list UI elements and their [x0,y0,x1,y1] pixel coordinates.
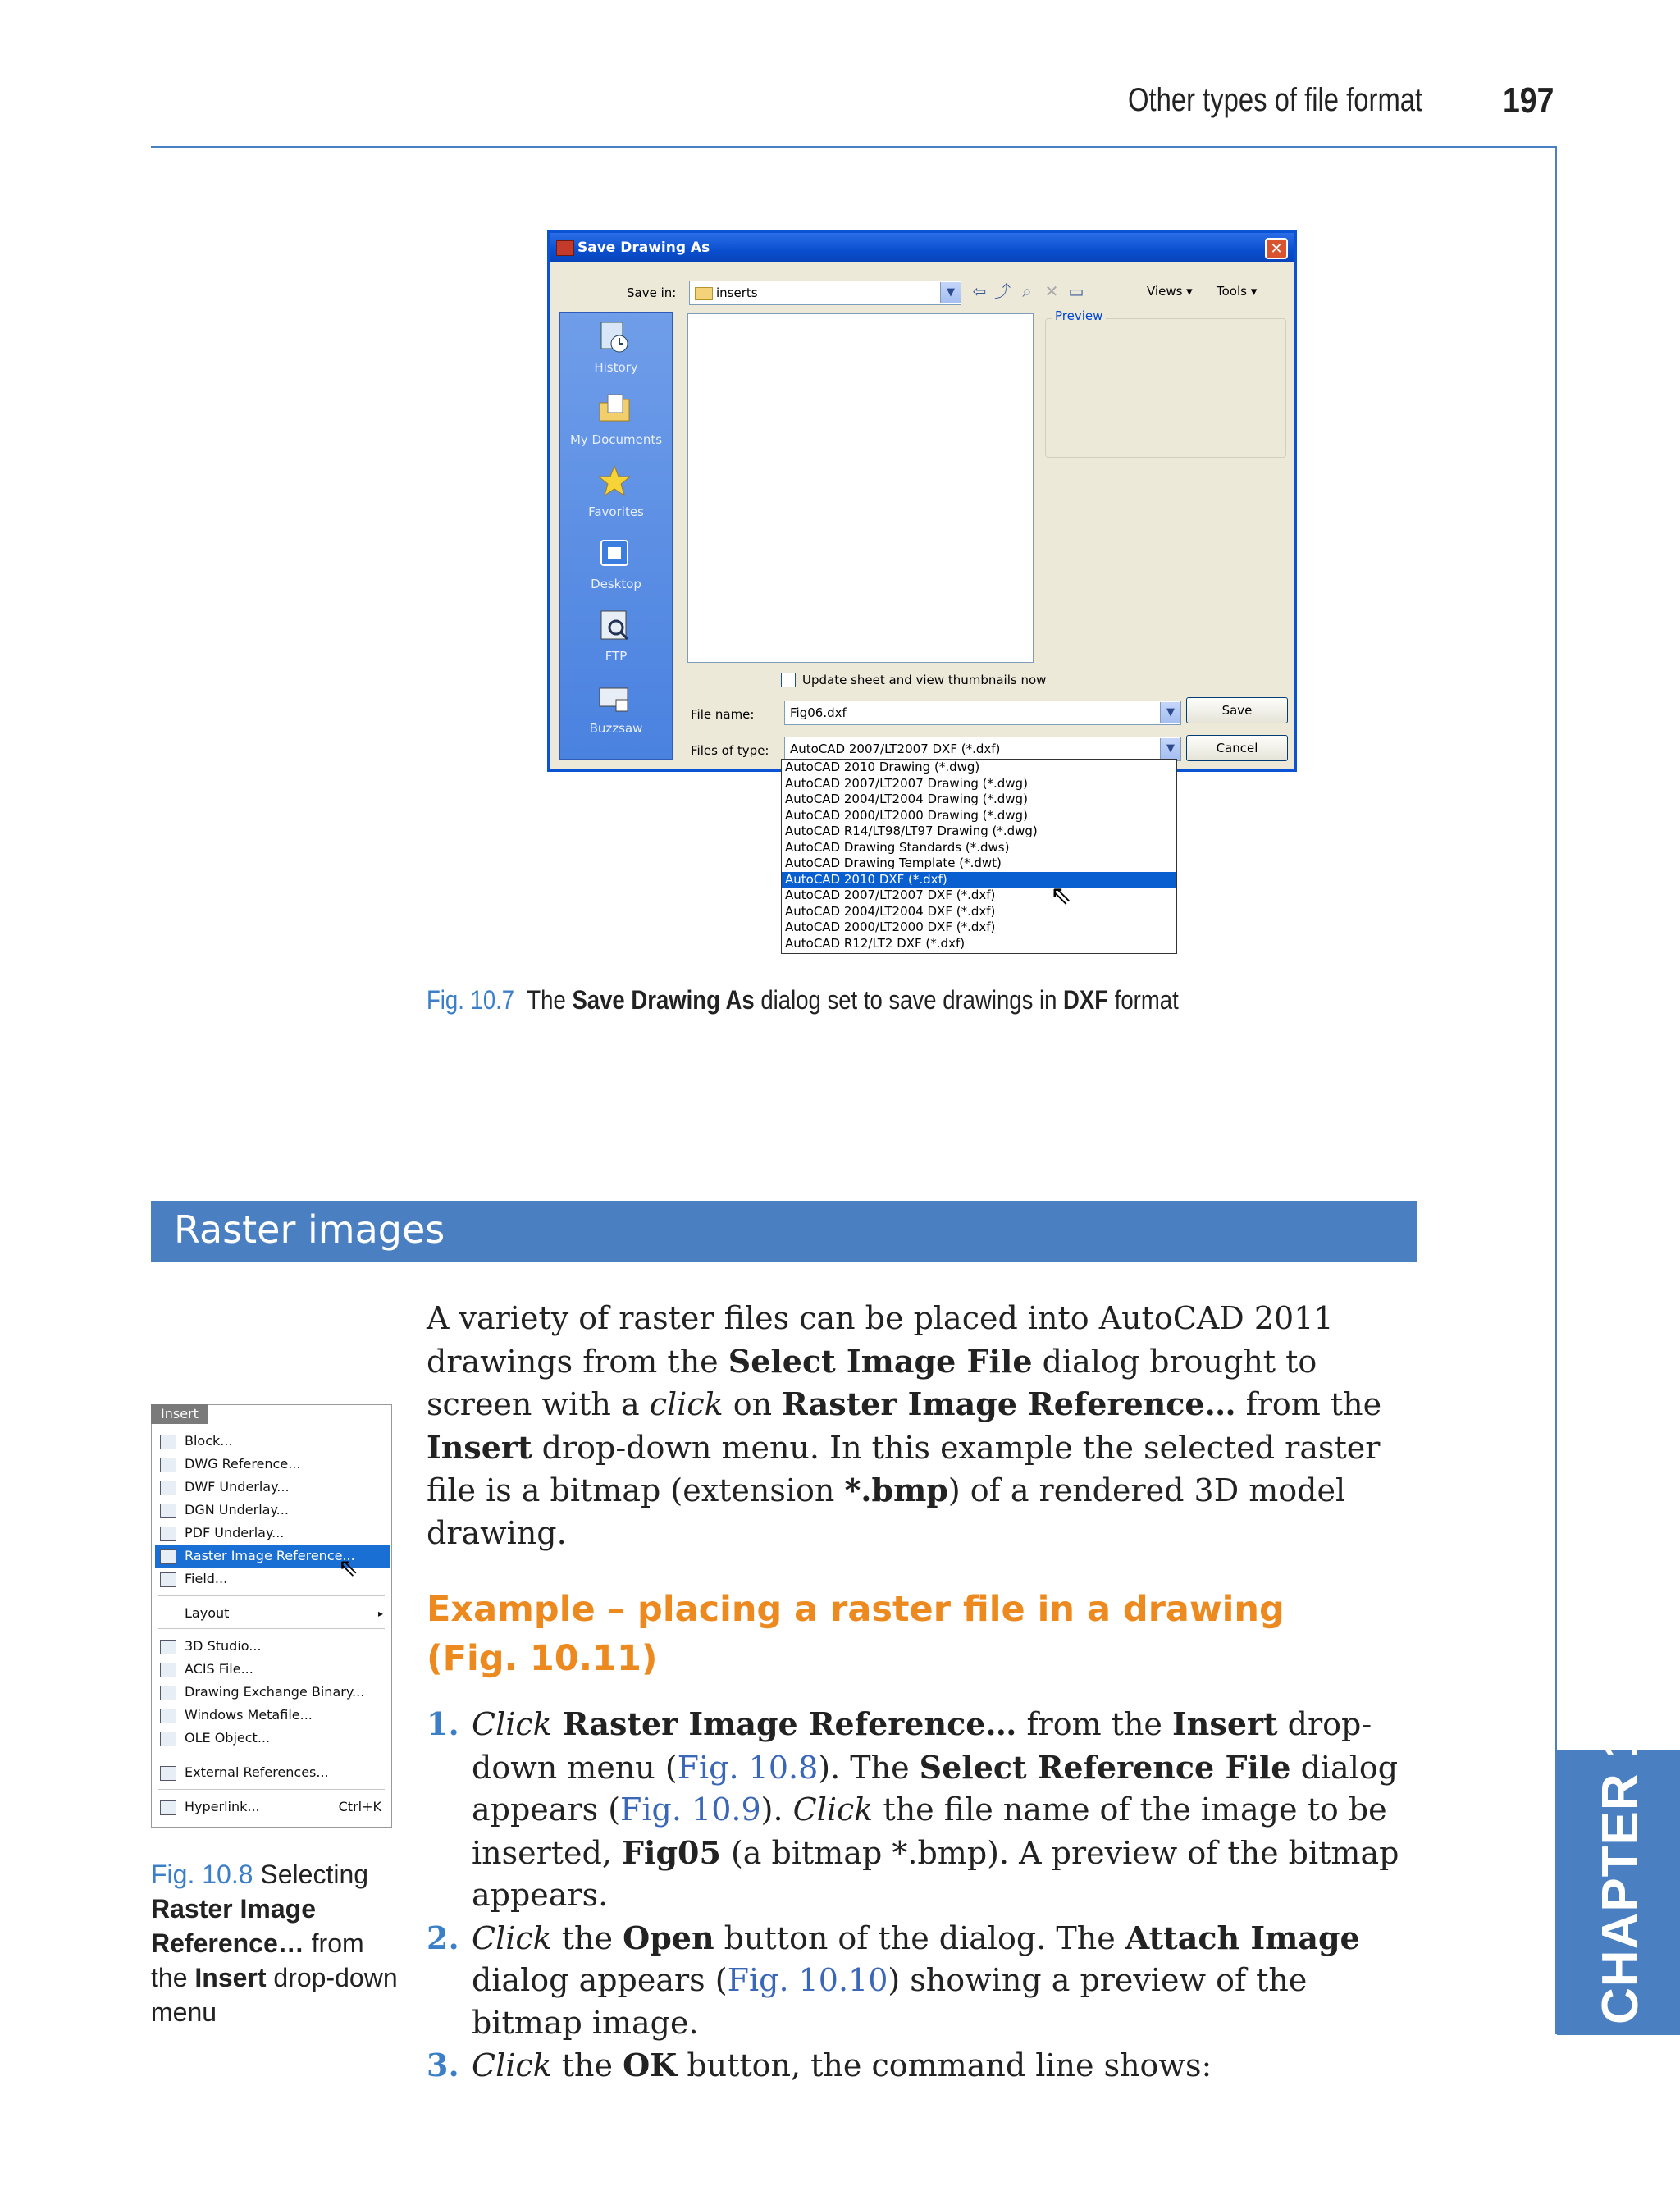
step-item [427,2044,1419,2088]
menu-item-label: OLE Object... [185,1730,271,1746]
text: button, the command line shows: [677,2047,1212,2083]
menu-item-block[interactable] [155,1430,390,1453]
menu-item-label: External References... [185,1764,329,1780]
folder-icon [695,287,713,300]
dwf-underlay-icon [160,1481,176,1495]
file-list[interactable] [687,313,1034,663]
bold-text: Select Reference File [919,1748,1291,1786]
text: (a bitmap *.bmp). A preview of the bitmap appears. [472,1834,1399,1913]
heading-line: (Fig. 10.11) [427,1638,658,1679]
menu-item-label: Field... [185,1571,228,1586]
save-in-combo[interactable] [689,281,961,305]
menu-item-3d-studio[interactable] [155,1635,390,1658]
cancel-button[interactable]: Cancel [1186,735,1288,761]
example-heading [427,1585,1329,1683]
dropdown-option[interactable]: AutoCAD Drawing Template (*.dwt) [785,856,1002,870]
my-documents-icon [596,391,632,427]
text: dialog brought to screen with a [427,1343,1317,1422]
place-label: History [594,360,638,375]
bold-text: Fig05 [622,1833,721,1871]
italic-text: Click [792,1791,874,1828]
back-icon[interactable]: ⇦ [972,281,987,301]
menu-item-dwg-reference[interactable] [155,1453,390,1476]
file-name-field[interactable] [784,701,1181,725]
views-menu[interactable]: Views ▾ [1147,284,1193,299]
menu-separator [158,1789,385,1790]
save-button[interactable]: Save [1186,697,1288,723]
menu-item-label: ACIS File... [185,1661,253,1677]
menu-item-dgn-underlay[interactable] [155,1499,390,1522]
shortcut-label: Ctrl+K [338,1799,381,1814]
step-number: 3. [427,2047,459,2083]
caption-text: The [527,985,573,1015]
caption-bold: Insert [194,1963,267,1992]
caption-text: from the [151,1928,364,1992]
search-web-icon[interactable]: ⌕ [1022,281,1032,301]
section-title: Raster images [174,1207,445,1252]
caption-bold: Raster Image Reference… [151,1894,316,1958]
new-folder-icon[interactable]: ▭ [1068,281,1084,301]
thumbnail-checkbox[interactable] [781,673,796,687]
autocad-icon [556,240,574,256]
figure-caption-10-8 [151,1857,405,2029]
bold-text: Raster Image Reference… [782,1385,1236,1422]
section-heading-bar [151,1201,1418,1262]
mouse-cursor-icon: ⇖ [338,1554,359,1582]
caption-text: format [1108,985,1179,1015]
menu-separator [158,1628,385,1629]
text: drop-down menu. In this example the selected raster file is a bitmap (extension [427,1429,1381,1508]
3d-studio-icon [160,1640,176,1654]
dgn-underlay-icon [160,1504,176,1518]
caption-bold: Save Drawing As [572,985,755,1015]
file-name-value: Fig06.dxf [790,705,847,720]
insert-dropdown-menu [151,1404,392,1828]
menu-item-label: PDF Underlay... [185,1525,285,1540]
delete-icon[interactable]: ✕ [1044,281,1059,301]
dropdown-option[interactable]: AutoCAD R12/LT2 DXF (*.dxf) [785,935,966,951]
preview-frame [1045,318,1286,458]
save-drawing-as-dialog [547,230,1297,772]
menu-item-hyperlink[interactable] [155,1796,390,1819]
place-desktop[interactable] [560,531,672,603]
heading-line: Example – placing a raster file in a drawing [427,1589,1285,1630]
italic-text: click [649,1386,724,1422]
bold-text: *.bmp [844,1472,948,1508]
place-label: Desktop [591,577,641,591]
dialog-titlebar[interactable] [550,233,1294,262]
dxb-icon [160,1686,176,1700]
menu-item-acis-file[interactable] [155,1658,390,1681]
history-icon [596,319,632,355]
header-rule [151,146,1557,148]
step-list [427,1703,1419,2088]
dropdown-option[interactable]: AutoCAD 2000/LT2000 Drawing (*.dwg) [785,807,1028,823]
desktop-icon [596,536,632,572]
save-in-label: Save in: [627,285,677,300]
text: on [723,1386,783,1422]
menu-item-label: DGN Underlay... [185,1502,289,1517]
page-number: 197 [1503,80,1554,121]
step-item [427,1703,1419,1917]
text: A variety of raster files can be placed into AutoCAD 2011 drawings from the [427,1300,1334,1380]
insert-menu-tab[interactable]: Insert [151,1404,208,1424]
chevron-down-icon[interactable]: ▼ [1160,702,1180,723]
acis-file-icon [160,1663,176,1677]
ole-object-icon [160,1732,176,1746]
menu-item-label: DWF Underlay... [185,1479,290,1495]
up-folder-icon[interactable]: ⤴ [994,281,1011,301]
dialog-title: Save Drawing As [578,240,710,256]
step-item [427,1917,1419,2045]
menu-item-windows-metafile[interactable] [155,1704,390,1727]
tools-menu[interactable]: Tools ▾ [1217,284,1258,299]
bold-text: Attach Image [1125,1919,1360,1956]
figure-number: Fig. 10.8 [151,1860,253,1889]
chapter-label: CHAPTER 10 [1592,1700,1649,2024]
menu-item-label: 3D Studio... [185,1638,262,1654]
field-icon [160,1572,176,1587]
figure-caption-10-7 [427,985,1179,1015]
files-of-type-select[interactable] [784,737,1181,761]
chevron-down-icon[interactable]: ▼ [1160,738,1180,760]
menu-item-label: Raster Image Reference... [185,1548,355,1563]
italic-text: Click [472,1706,552,1742]
bold-text: Insert [1172,1705,1278,1742]
files-of-type-label: Files of type: [691,743,769,758]
block-icon [160,1435,176,1449]
caption-text: dialog set to save drawings in [754,985,1064,1015]
place-label: Favorites [588,504,644,519]
pdf-underlay-icon [160,1527,176,1541]
text: dialog appears ( [472,1962,728,1998]
step-number: 1. [427,1705,459,1742]
chevron-down-icon[interactable]: ▼ [940,282,961,303]
text: the [551,1919,623,1956]
bold-text: Insert [427,1428,532,1466]
bold-text: Raster Image Reference… [551,1705,1017,1742]
italic-text: Click [472,1919,552,1956]
menu-item-dwf-underlay[interactable] [155,1476,390,1499]
menu-item-label: Windows Metafile... [185,1707,313,1723]
dropdown-option[interactable]: AutoCAD 2004/LT2004 Drawing (*.dwg) [785,792,1028,806]
step-number: 2. [427,1919,459,1956]
text: button of the dialog. The [714,1919,1125,1956]
italic-text: Click [472,2047,552,2083]
place-my-documents[interactable] [560,386,672,459]
menu-item-label: Block... [185,1433,233,1449]
thumbnail-checkbox-label: Update sheet and view thumbnails now [802,673,1047,687]
place-label: FTP [605,649,628,664]
buzzsaw-icon [596,680,632,716]
text: the [551,2047,623,2083]
ftp-icon [596,608,632,644]
caption-text: drop-down menu [151,1963,398,2027]
menu-item-label: Drawing Exchange Binary... [185,1684,365,1700]
file-name-label: File name: [691,707,755,722]
figure-link[interactable]: Fig. 10.9 [620,1791,761,1828]
place-ftp[interactable] [560,603,672,675]
dropdown-option[interactable]: AutoCAD 2007/LT2007 DXF (*.dxf) [785,888,996,902]
raster-image-icon [160,1549,176,1564]
dwg-reference-icon [160,1458,176,1472]
menu-item-label: Hyperlink... [185,1799,260,1814]
save-in-value: inserts [716,285,758,300]
dropdown-option[interactable]: AutoCAD 2004/LT2004 DXF (*.dxf) [785,903,996,919]
metafile-icon [160,1709,176,1723]
hyperlink-icon [160,1800,176,1815]
figure-link[interactable]: Fig. 10.10 [727,1962,888,1998]
place-favorites[interactable] [560,459,672,531]
dropdown-option[interactable]: AutoCAD R14/LT98/LT97 Drawing (*.dwg) [785,824,1038,838]
text: from the [1235,1386,1382,1422]
menu-item-label: DWG Reference... [185,1456,301,1472]
caption-bold: DXF [1063,985,1109,1015]
text: the file name of the image to be inserted, [472,1791,1387,1871]
menu-item-pdf-underlay[interactable] [155,1522,390,1545]
dropdown-option[interactable]: AutoCAD 2007/LT2007 Drawing (*.dwg) [785,775,1028,791]
place-label: Buzzsaw [589,721,643,736]
text: ). [760,1791,793,1828]
menu-item-ole-object[interactable] [155,1727,390,1750]
dropdown-option[interactable]: AutoCAD 2010 Drawing (*.dwg) [785,760,980,774]
bold-text: Select Image File [728,1342,1033,1380]
menu-item-drawing-exchange-binary[interactable] [155,1681,390,1704]
figure-link[interactable]: Fig. 10.8 [677,1749,819,1786]
text: ) of a rendered 3D model drawing. [427,1472,1346,1551]
figure-number: Fig. 10.7 [427,985,515,1015]
menu-item-label: Layout [185,1605,230,1621]
place-label: My Documents [569,432,663,447]
menu-item-layout[interactable] [155,1602,390,1625]
text: dialog appears ( [472,1749,1399,1828]
place-buzzsaw[interactable] [560,675,672,747]
files-of-type-dropdown [781,759,1177,954]
bold-text: OK [623,2047,678,2083]
bold-text: Open [623,1919,714,1956]
text: ). The [818,1749,920,1786]
places-bar [559,312,673,760]
dropdown-option[interactable]: AutoCAD Drawing Standards (*.dws) [785,839,1010,855]
text: drop-down menu ( [472,1706,1372,1786]
files-of-type-value: AutoCAD 2007/LT2007 DXF (*.dxf) [790,742,1001,756]
text: ) showing a preview of the bitmap image. [472,1962,1308,2041]
text: from the [1016,1706,1173,1742]
mouse-cursor-icon: ⇖ [1050,879,1072,910]
external-references-icon [160,1766,176,1781]
dropdown-option-selected[interactable]: AutoCAD 2010 DXF (*.dxf) [782,872,1176,888]
close-button[interactable]: ✕ [1265,238,1288,259]
body-paragraph [427,1298,1419,1554]
preview-label: Preview [1052,308,1106,323]
running-head: Other types of file format [1128,82,1423,118]
menu-item-external-references[interactable] [155,1761,390,1784]
menu-separator [158,1595,385,1596]
caption-text: Selecting [253,1860,369,1889]
submenu-arrow-icon: ▸ [377,1608,383,1619]
dropdown-option[interactable]: AutoCAD 2000/LT2000 DXF (*.dxf) [785,920,996,934]
place-history[interactable] [560,314,672,386]
star-icon [596,463,632,500]
